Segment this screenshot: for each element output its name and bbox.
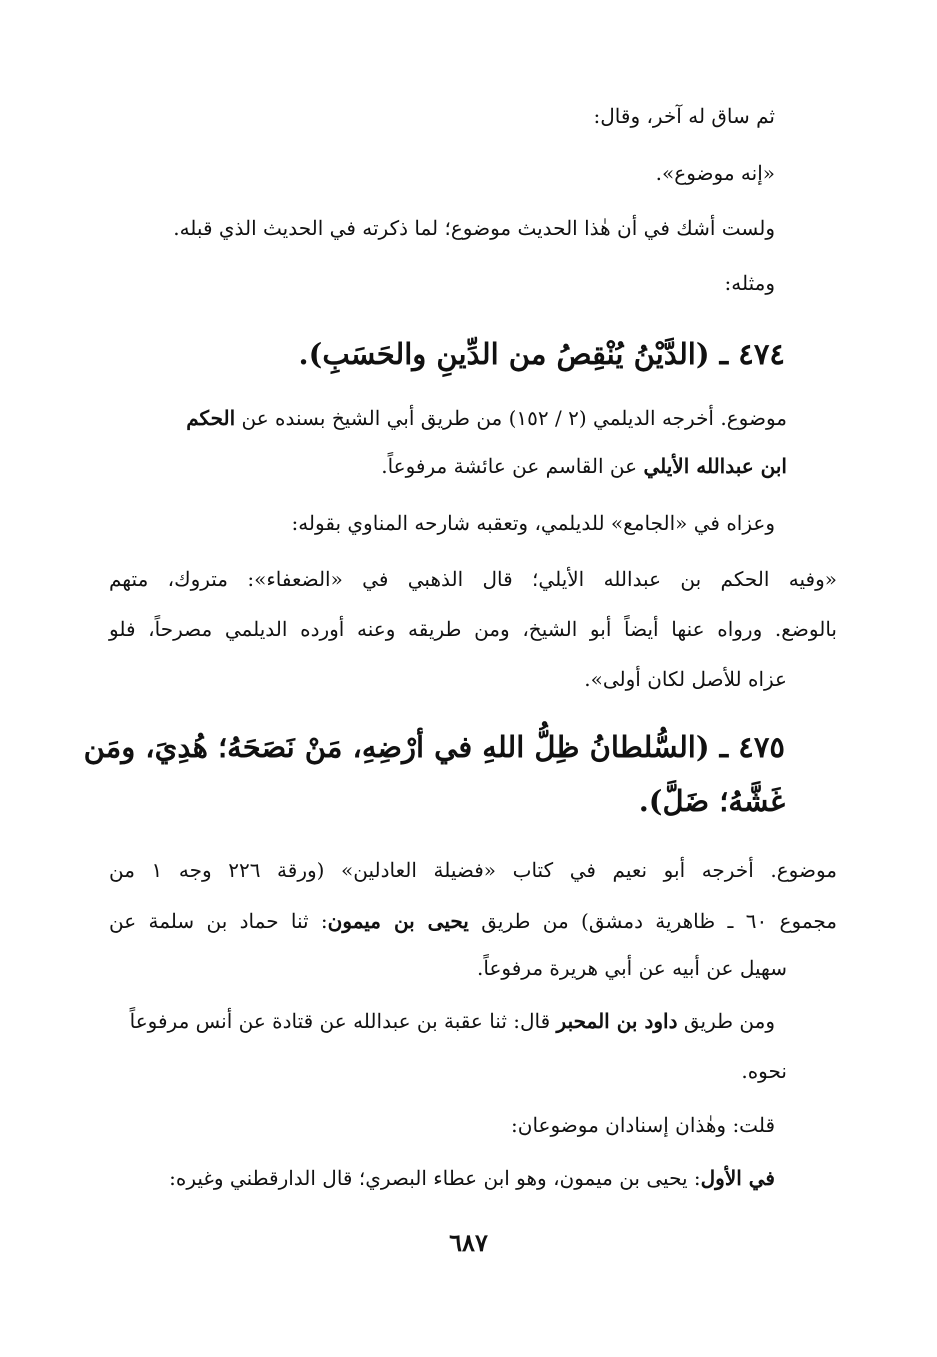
narrator-name: ابن عبدالله الأيلي xyxy=(643,454,787,478)
hadith-475-title-line-1: ٤٧٥ ـ (السُّلطانُ ظِلُّ اللهِ في أرْضِهِ، مَنْ نَصَحَهُ؛ هُدِيَ، ومَن xyxy=(83,730,785,764)
hadith-475-line-2 xyxy=(109,906,837,936)
text-line-intro: ثم ساق له آخر، وقال: xyxy=(593,104,775,128)
hadith-475-text: مجموع ٦٠ ـ ظاهرية دمشق) من طريق xyxy=(468,909,838,933)
narrator-name: يحيى بن ميمون xyxy=(327,909,469,933)
hadith-474-attribution: وعزاه في «الجامع» للديلمي، وتعقبه شارحه المناوي بقوله: xyxy=(291,511,775,535)
hadith-475-text: قال: ثنا عقبة بن عبدالله عن قتادة عن أنس مرفوعاً xyxy=(129,1009,557,1033)
hadith-474-quote-line-1: «وفيه الحكم بن عبدالله الأيلي؛ قال الذهبي في «الضعفاء»: متروك، متهم xyxy=(109,567,837,591)
hadith-474-text: عن القاسم عن عائشة مرفوعاً. xyxy=(381,454,644,478)
hadith-474-quote-line-2: بالوضع. ورواه عنها أيضاً أبو الشيخ، ومن طريقه وعنه أورده الديلمي مصرحاً، فلو xyxy=(109,617,837,641)
hadith-474-line-1 xyxy=(186,403,787,433)
hadith-475-chain-line-2: نحوه. xyxy=(741,1059,787,1083)
hadith-475-text: : يحيى بن ميمون، وهو ابن عطاء البصري؛ قال الدارقطني وغيره: xyxy=(169,1166,701,1190)
hadith-475-text: ومن طريق xyxy=(677,1009,775,1033)
hadith-475-note: قلت: وهٰذان إسنادان موضوعان: xyxy=(511,1113,775,1137)
page-number: ٦٨٧ xyxy=(449,1228,488,1257)
text-line-similar: ومثله: xyxy=(724,271,775,295)
hadith-475-text: : ثنا حماد بن سلمة عن xyxy=(109,909,328,933)
narrator-name: الحكم xyxy=(186,406,236,430)
section-marker: في الأول xyxy=(700,1166,775,1190)
hadith-474-line-2 xyxy=(381,451,787,481)
hadith-475-title-line-2: غَشَّهُ؛ ضَلَّ). xyxy=(638,784,785,818)
hadith-475-first-chain xyxy=(169,1163,775,1193)
hadith-475-line-1: موضوع. أخرجه أبو نعيم في كتاب «فضيلة العادلين» (ورقة ٢٢٦ وجه ١ من xyxy=(109,858,837,882)
hadith-474-quote-line-3: عزاه للأصل لكان أولى». xyxy=(584,667,787,691)
hadith-475-line-3: سهيل عن أبيه عن أبي هريرة مرفوعاً. xyxy=(477,956,787,980)
narrator-name: داود بن المحبر xyxy=(556,1009,678,1033)
text-line-comment: ولست أشك في أن هٰذا الحديث موضوع؛ لما ذكرته في الحديث الذي قبله. xyxy=(173,216,775,240)
hadith-475-chain-line-1 xyxy=(130,1006,775,1036)
hadith-474-text: موضوع. أخرجه الديلمي (٢ / ١٥٢) من طريق أبي الشيخ بسنده عن xyxy=(235,406,787,430)
hadith-474-title: ٤٧٤ ـ (الدَّيْنُ يُنْقِصُ من الدِّينِ والحَسَبِ). xyxy=(298,337,785,371)
text-line-quote: «إنه موضوع». xyxy=(655,161,775,185)
